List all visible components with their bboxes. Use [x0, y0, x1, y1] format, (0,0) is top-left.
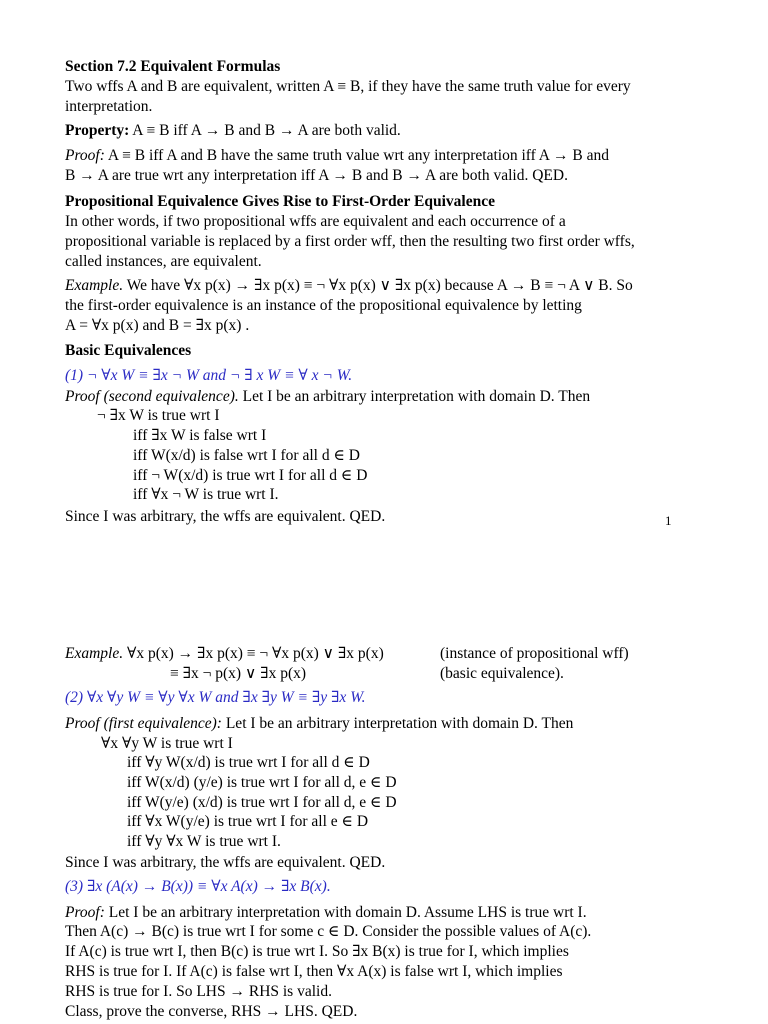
text-line: iff ∀x W(y/e) is true wrt I for all e ∈ D	[127, 813, 369, 830]
text-line: propositional variable is replaced by a first order wff, then the resulting two first order wffs,	[65, 233, 635, 250]
text-line: called instances, are equivalent.	[65, 253, 262, 270]
text-line: If A(c) is true wrt I, then B(c) is true wrt I. So ∃x B(x) is true for I, which implies	[65, 943, 569, 960]
text-line: B → A are true wrt any interpretation iff A → B and B → A are both valid. QED.	[65, 167, 568, 184]
text-line: interpretation.	[65, 98, 153, 115]
text-line	[65, 714, 573, 733]
text-line	[65, 387, 590, 406]
text-line: iff ∀y W(x/d) is true wrt I for all d ∈ D	[127, 754, 370, 771]
text-line: iff ∀x ¬ W is true wrt I.	[133, 486, 279, 503]
line-body: A ≡ B iff A → B and B → A are both valid.	[129, 122, 401, 139]
text-line: ∀x ∀y W is true wrt I	[101, 735, 233, 752]
example-formula	[65, 644, 384, 663]
line-prefix: Proof (first equivalence):	[65, 715, 222, 732]
text-line	[65, 903, 587, 922]
text-line: RHS is true for I. If A(c) is false wrt I, then ∀x A(x) is false wrt I, which implies	[65, 963, 563, 980]
line-body: Let I be an arbitrary interpretation with domain D. Assume LHS is true wrt I.	[104, 904, 587, 921]
text-line: the first-order equivalence is an instance of the propositional equivalence by letting	[65, 297, 582, 314]
text-line: Since I was arbitrary, the wffs are equivalent. QED.	[65, 508, 386, 525]
text-line: (1) ¬ ∀x W ≡ ∃x ¬ W and ¬ ∃ x W ≡ ∀ x ¬ W.	[65, 367, 353, 384]
text-line: iff W(x/d) (y/e) is true wrt I for all d, e ∈ D	[127, 774, 397, 791]
slide-divider	[0, 590, 768, 591]
line-body: A ≡ B iff A and B have the same truth value wrt any interpretation iff A → B and	[104, 147, 609, 164]
text-line: Basic Equivalences	[65, 342, 192, 359]
text-line: Two wffs A and B are equivalent, written A ≡ B, if they have the same truth value for every	[65, 78, 631, 95]
text-line	[65, 146, 609, 165]
text-line	[65, 276, 633, 295]
line-prefix: Proof:	[65, 147, 105, 164]
line-prefix: Proof (second equivalence).	[65, 388, 239, 405]
text-line: A = ∀x p(x) and B = ∃x p(x) .	[65, 317, 250, 334]
text-line: ¬ ∃x W is true wrt I	[97, 407, 220, 424]
text-line: In other words, if two propositional wffs are equivalent and each occurrence of a	[65, 213, 566, 230]
text-line: iff ¬ W(x/d) is true wrt I for all d ∈ D	[133, 467, 368, 484]
line-body: We have ∀x p(x) → ∃x p(x) ≡ ¬ ∀x p(x) ∨ ∃x p(x) because A → B ≡ ¬ A ∨ B. So	[123, 277, 633, 294]
text-line: Section 7.2 Equivalent Formulas	[65, 58, 281, 75]
text-line: Propositional Equivalence Gives Rise to First-Order Equivalence	[65, 193, 495, 210]
line-prefix: Proof:	[65, 904, 105, 921]
text-line: iff ∃x W is false wrt I	[133, 427, 267, 444]
line-prefix: Property:	[65, 122, 130, 139]
text-line: (2) ∀x ∀y W ≡ ∀y ∀x W and ∃x ∃y W ≡ ∃y ∃x W.	[65, 689, 366, 706]
example-annotation: (instance of propositional wff)	[440, 645, 629, 662]
text-line	[65, 121, 401, 140]
page-number: 1	[665, 513, 672, 528]
text-line: iff W(x/d) is false wrt I for all d ∈ D	[133, 447, 360, 464]
line-prefix: Example.	[65, 277, 124, 294]
text-line: RHS is true for I. So LHS → RHS is valid.	[65, 983, 332, 1000]
example-label: Example.	[65, 645, 124, 662]
text-line: iff ∀y ∀x W is true wrt I.	[127, 833, 281, 850]
text-line: Class, prove the converse, RHS → LHS. QED.	[65, 1003, 358, 1020]
text-line: Since I was arbitrary, the wffs are equivalent. QED.	[65, 854, 386, 871]
text-line: iff W(y/e) (x/d) is true wrt I for all d, e ∈ D	[127, 794, 397, 811]
text-line: Then A(c) → B(c) is true wrt I for some c ∈ D. Consider the possible values of A(c).	[65, 923, 592, 940]
line-body: Let I be an arbitrary interpretation with domain D. Then	[221, 715, 574, 732]
text-line: (3) ∃x (A(x) → B(x)) ≡ ∀x A(x) → ∃x B(x).	[65, 878, 331, 895]
line-body: Let I be an arbitrary interpretation with domain D. Then	[238, 388, 591, 405]
example-formula: ≡ ∃x ¬ p(x) ∨ ∃x p(x)	[170, 665, 307, 682]
example-annotation: (basic equivalence).	[440, 665, 564, 682]
example-body: ∀x p(x) → ∃x p(x) ≡ ¬ ∀x p(x) ∨ ∃x p(x)	[123, 645, 384, 662]
